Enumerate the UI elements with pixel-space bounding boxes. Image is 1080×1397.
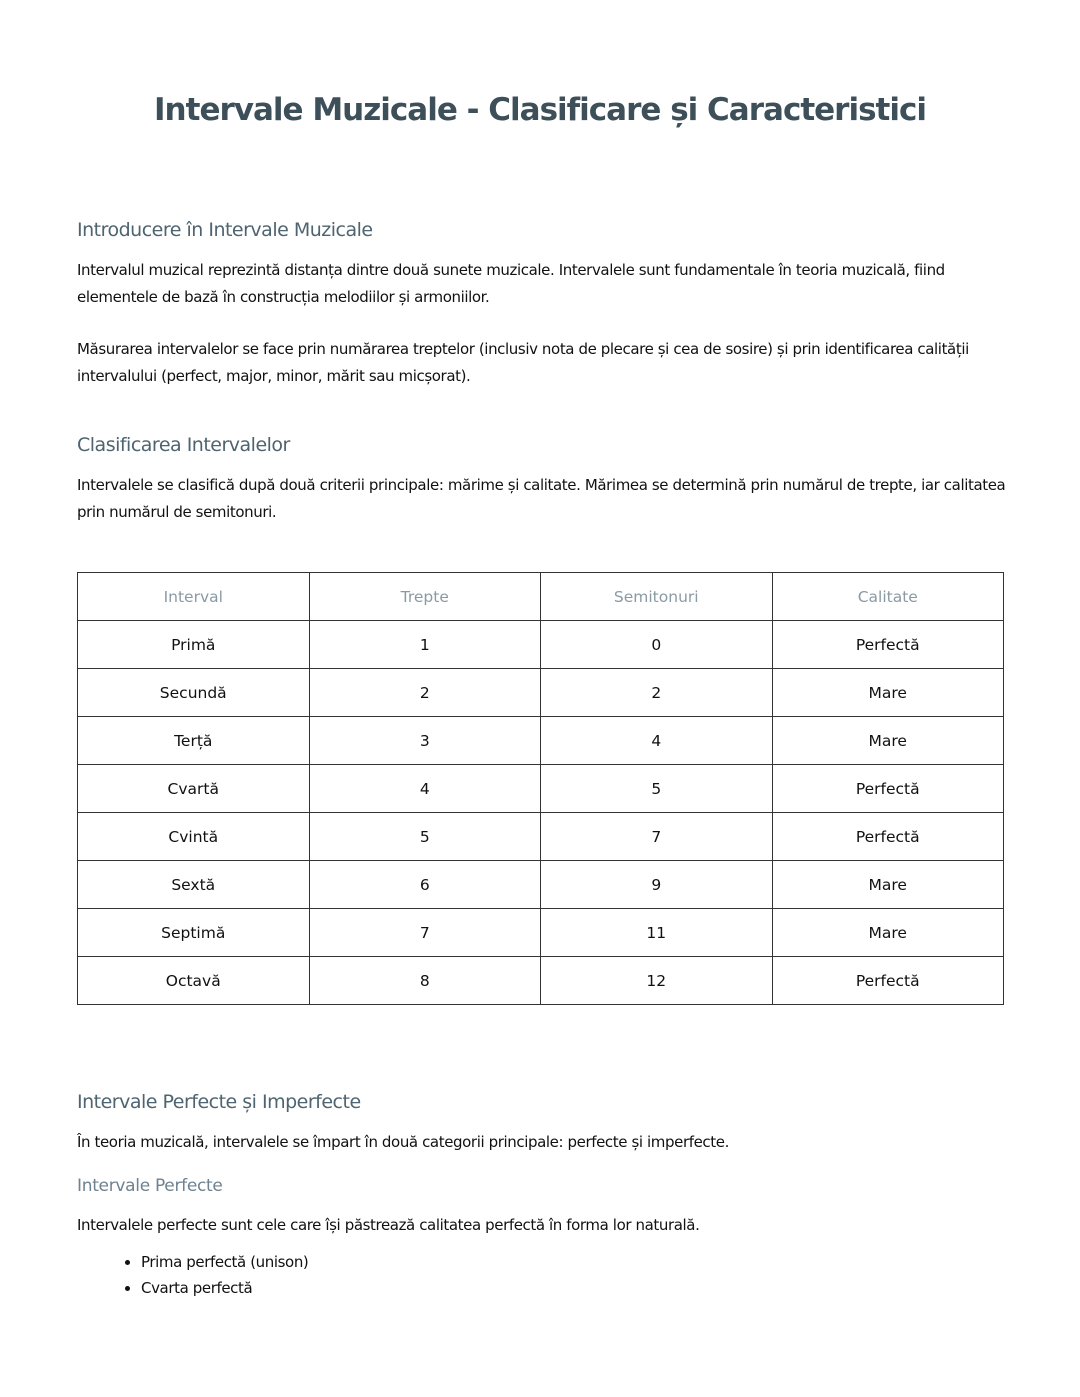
table-cell: 3 bbox=[309, 717, 541, 765]
intro-paragraph-2: Măsurarea intervalelor se face prin numărarea treptelor (inclusiv nota de plecare și cea de sosire) și prin identificarea calității intervalului (perfect, major, minor, mărit sau micșorat). bbox=[77, 340, 969, 385]
section-heading-perfect-imperfect: Intervale Perfecte și Imperfecte bbox=[77, 1091, 361, 1113]
section-heading-classification: Clasificarea Intervalelor bbox=[77, 434, 290, 456]
list-item: • Prima perfectă (unison) bbox=[141, 1249, 308, 1275]
table-cell: Mare bbox=[772, 909, 1004, 957]
intro-paragraph-1: Intervalul muzical reprezintă distanța dintre două sunete muzicale. Intervalele sunt fundamentale în teoria muzicală, fiind elementele de bază în construcția melodiilor și armoniilor. bbox=[77, 261, 945, 306]
perfect-imperfect-paragraph: În teoria muzicală, intervalele se împart în două categorii principale: perfecte și imperfecte. bbox=[77, 1133, 729, 1151]
table-cell: Primă bbox=[78, 621, 310, 669]
table-cell: Mare bbox=[772, 717, 1004, 765]
column-header: Interval bbox=[78, 573, 310, 621]
table-cell: Mare bbox=[772, 669, 1004, 717]
table-cell: Perfectă bbox=[772, 957, 1004, 1005]
table-cell: 5 bbox=[309, 813, 541, 861]
table-cell: 7 bbox=[541, 813, 773, 861]
table-cell: 11 bbox=[541, 909, 773, 957]
table-row bbox=[78, 669, 1004, 717]
table-cell: Sextă bbox=[78, 861, 310, 909]
intervals-table bbox=[77, 572, 1004, 1005]
column-header: Calitate bbox=[772, 573, 1004, 621]
table-cell: Cvintă bbox=[78, 813, 310, 861]
table-row bbox=[78, 957, 1004, 1005]
subheading-perfect-intervals: Intervale Perfecte bbox=[77, 1176, 223, 1196]
table-cell: 8 bbox=[309, 957, 541, 1005]
list-item: • Cvarta perfectă bbox=[141, 1275, 308, 1301]
column-header: Semitonuri bbox=[541, 573, 773, 621]
table-cell: Terță bbox=[78, 717, 310, 765]
table-cell: Septimă bbox=[78, 909, 310, 957]
table-row bbox=[78, 621, 1004, 669]
table-row bbox=[78, 813, 1004, 861]
table-row bbox=[78, 861, 1004, 909]
perfect-intervals-paragraph: Intervalele perfecte sunt cele care își păstrează calitatea perfectă în forma lor naturală. bbox=[77, 1216, 700, 1234]
table-cell: 2 bbox=[309, 669, 541, 717]
table-row bbox=[78, 909, 1004, 957]
table-cell: Cvartă bbox=[78, 765, 310, 813]
column-header: Trepte bbox=[309, 573, 541, 621]
table-cell: 5 bbox=[541, 765, 773, 813]
table-cell: Perfectă bbox=[772, 813, 1004, 861]
table-cell: Perfectă bbox=[772, 621, 1004, 669]
table-cell: 0 bbox=[541, 621, 773, 669]
table-cell: 6 bbox=[309, 861, 541, 909]
table-cell: Octavă bbox=[78, 957, 310, 1005]
table-cell: Perfectă bbox=[772, 765, 1004, 813]
table-cell: Mare bbox=[772, 861, 1004, 909]
table-row bbox=[78, 717, 1004, 765]
table-cell: 4 bbox=[309, 765, 541, 813]
classification-paragraph: Intervalele se clasifică după două criterii principale: mărime și calitate. Mărimea se determină prin numărul de trepte, iar calitatea prin numărul de semitonuri. bbox=[77, 476, 1006, 521]
table-cell: 1 bbox=[309, 621, 541, 669]
section-heading-intro: Introducere în Intervale Muzicale bbox=[77, 219, 373, 241]
perfect-intervals-list bbox=[77, 1249, 308, 1301]
table-cell: 12 bbox=[541, 957, 773, 1005]
table-row bbox=[78, 765, 1004, 813]
table-cell: 9 bbox=[541, 861, 773, 909]
table-cell: Secundă bbox=[78, 669, 310, 717]
table-cell: 7 bbox=[309, 909, 541, 957]
page-title: Intervale Muzicale - Clasificare și Caracteristici bbox=[154, 92, 926, 128]
table-cell: 2 bbox=[541, 669, 773, 717]
table-header-row bbox=[78, 573, 1004, 621]
table-cell: 4 bbox=[541, 717, 773, 765]
